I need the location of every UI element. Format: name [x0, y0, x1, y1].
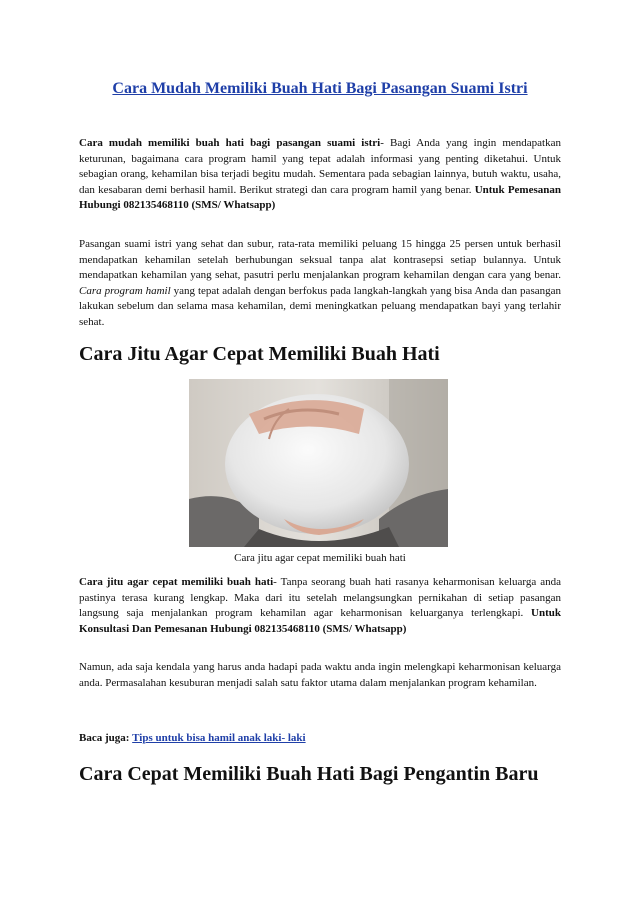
intro-body: - Bagi Anda yang ingin mendapatkan keturunan, bagaimana cara program hamil yang tepat adalah informasi yang penting diketahui. Untuk sebagian orang, kehamilan bisa terjadi begitu mudah. Sementara pada sebagian lainnya, butuh waktu, usaha, dan kesabaran demi berhasil hamil. Berikut strategi dan cara program hamil yang benar.: [79, 137, 561, 196]
section-heading-1: Cara Jitu Agar Cepat Memiliki Buah Hati: [79, 343, 440, 365]
paragraph-3-lead: Cara jitu agar cepat memiliki buah hati: [79, 576, 274, 588]
baca-juga-link[interactable]: Tips untuk bisa hamil anak laki- laki: [132, 732, 306, 744]
paragraph-3: [79, 575, 561, 637]
intro-paragraph: [79, 136, 561, 214]
section-heading-2: Cara Cepat Memiliki Buah Hati Bagi Pengantin Baru: [79, 763, 539, 785]
pregnant-belly-illustration: [189, 379, 448, 547]
intro-lead: Cara mudah memiliki buah hati bagi pasangan suami istri: [79, 137, 381, 149]
paragraph-3-body: - Tanpa seorang buah hati rasanya keharmonisan keluarga anda pastinya terasa kurang lengkap. Maka dari itu setelah melangsungkan pernikahan di setiap pasangan langsung saja menjalankan program kehamilan agar keharmonisan keluarganya terlengkapi.: [79, 576, 561, 619]
baca-juga: [79, 731, 561, 747]
paragraph-2-italic: Cara program hamil: [79, 284, 171, 297]
page-title[interactable]: Cara Mudah Memiliki Buah Hati Bagi Pasangan Suami Istri: [112, 80, 528, 97]
paragraph-2-text-end: yang tepat adalah dengan berfokus pada langkah-langkah yang bisa Anda dan pasangan lakukan sebelum dan selama masa kehamilan, demi meningkatkan peluang mendapatkan bayi yang terlahir sehat.: [79, 284, 561, 328]
intro-contact: Untuk Pemesanan Hubungi 082135468110 (SMS/ Whatsapp): [79, 183, 561, 211]
paragraph-2: [79, 237, 561, 330]
pregnant-belly-image: [189, 379, 448, 547]
paragraph-3-contact: Untuk Konsultasi Dan Pemesanan Hubungi 082135468110 (SMS/ Whatsapp): [79, 607, 561, 635]
paragraph-4: Namun, ada saja kendala yang harus anda hadapi pada waktu anda ingin melengkapi keharmonisan keluarga anda. Permasalahan kesuburan menjadi salah satu faktor utama dalam menjalankan program kehamilan.: [79, 661, 561, 689]
baca-juga-label: Baca juga:: [79, 732, 130, 744]
paragraph-2-text: Pasangan suami istri yang sehat dan subur, rata-rata memiliki peluang 15 hingga 25 persen untuk berhasil mendapatkan kehamilan setelah berhubungan seksual tanpa alat kontrasepsi setiap bulannya. Untuk mendapatkan kehamilan yang sehat, pasutri perlu menjalankan program kehamilan dengan cara yang benar.: [79, 238, 561, 281]
image-caption: Cara jitu agar cepat memiliki buah hati: [234, 552, 406, 564]
